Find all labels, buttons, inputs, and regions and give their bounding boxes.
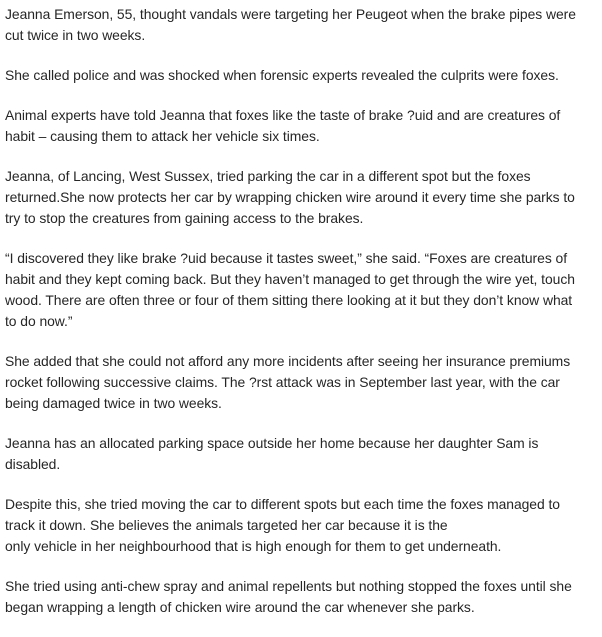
article-paragraph: She called police and was shocked when forensic experts revealed the culprits were foxes. (5, 67, 559, 83)
article-paragraph: Jeanna, of Lancing, West Sussex, tried parking the car in a different spot but the foxes returned.She now protects her car by wrapping chicken wire around it every time she parks to try to stop the creatures from gaining access to the brakes. (5, 168, 575, 226)
article-paragraph: Jeanna Emerson, 55, thought vandals were targeting her Peugeot when the brake pipes were cut twice in two weeks. (5, 6, 576, 43)
article-paragraph: Despite this, she tried moving the car to different spots but each time the foxes managed to track it down. She believes the animals targeted her car because it is the only vehicle in her neighbourhood that is high enough for them to get underneath. (5, 496, 560, 554)
article-body (5, 4, 599, 637)
article-paragraph: She added that she could not afford any more incidents after seeing her insurance premiums rocket following successive claims. The ?rst attack was in September last year, with the car being damaged twice in two weeks. (5, 353, 571, 411)
article-paragraph: Jeanna has an allocated parking space outside her home because her daughter Sam is disabled. (5, 435, 539, 472)
article-paragraph: “I discovered they like brake ?uid because it tastes sweet,” she said. “Foxes are creatures of habit and they kept coming back. But they haven’t managed to get through the wire yet, touch wood. There are often three or four of them sitting there looking at it but they don’t know what to do now.” (5, 250, 575, 329)
article-paragraph: Animal experts have told Jeanna that foxes like the taste of brake ?uid and are creatures of habit – causing them to attack her vehicle six times. (5, 107, 561, 144)
article-paragraph: She tried using anti-chew spray and animal repellents but nothing stopped the foxes until she began wrapping a length of chicken wire around the car whenever she parks. (5, 578, 572, 615)
